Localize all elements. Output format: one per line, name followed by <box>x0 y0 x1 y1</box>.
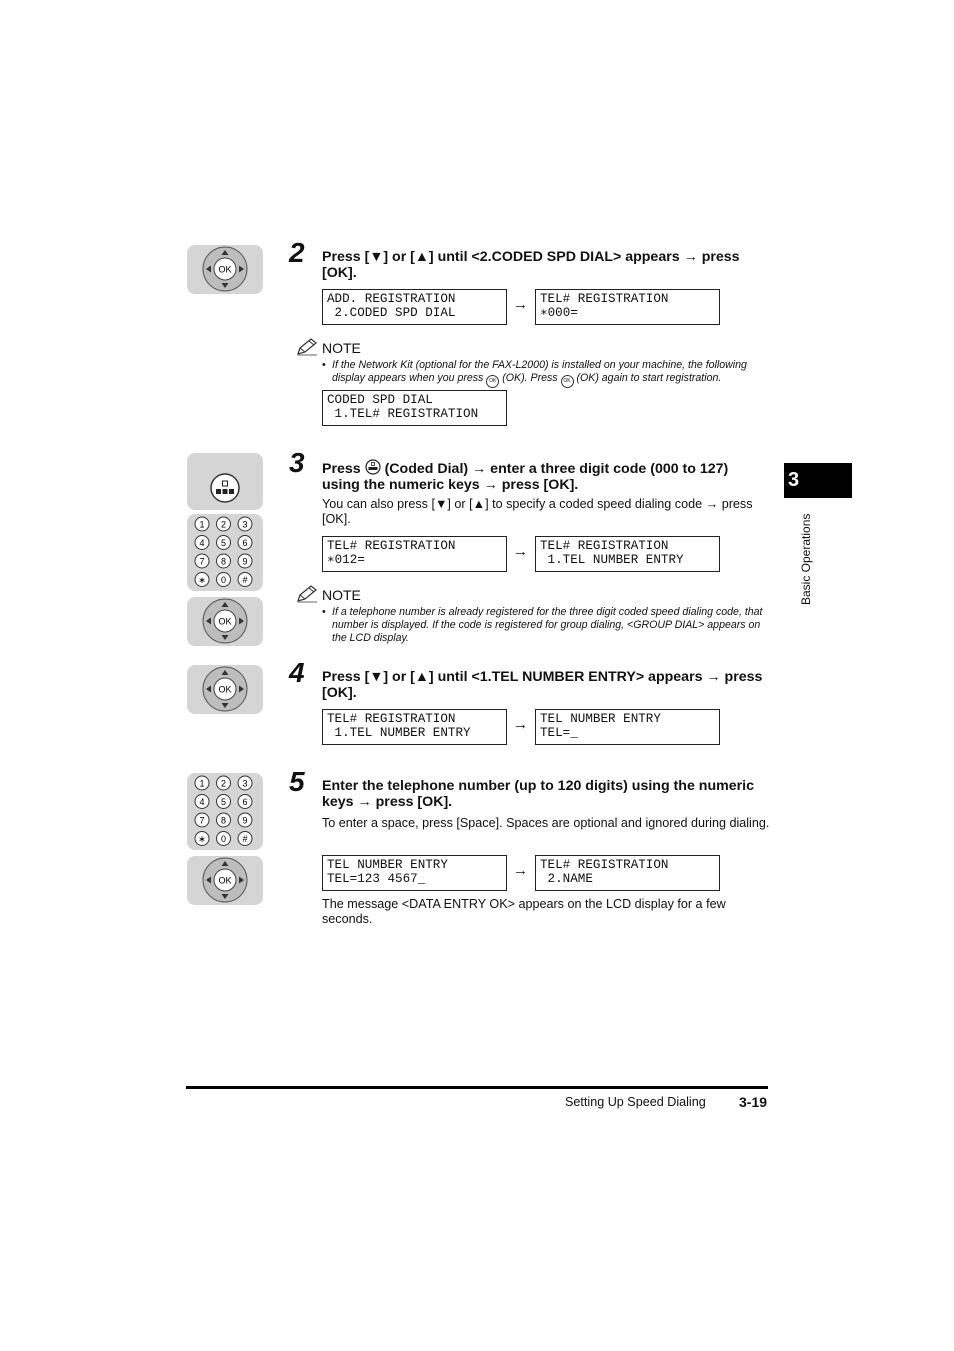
ok-key-label: OK <box>218 875 232 886</box>
lcd-display: CODED SPD DIAL 1.TEL# REGISTRATION <box>322 390 507 426</box>
keypad-key-label: 7 <box>199 815 205 826</box>
lcd-display: TEL# REGISTRATION 2.NAME <box>535 855 720 891</box>
note-text: • If the Network Kit (optional for the FAX-L2000) is installed on your machine, the following display appears when you press OK (OK). Press OK (OK) again to start registration. <box>322 359 770 388</box>
keypad-key-label: 6 <box>242 538 248 548</box>
coded-dial-panel <box>187 453 263 510</box>
step-number: 2 <box>289 237 305 268</box>
step-title: Press [▼] or [▲] until <2.CODED SPD DIAL> appears → press [OK]. <box>322 249 740 281</box>
keypad-key-label: 3 <box>242 519 248 530</box>
ok-dial-icon <box>187 665 263 714</box>
chapter-label: Basic Operations <box>799 513 813 605</box>
step-title: Enter the telephone number (up to 120 digits) using the numeric keys → press [OK]. <box>322 778 754 810</box>
keypad-key-label: 9 <box>242 815 248 826</box>
ok-key-label: OK <box>218 616 232 627</box>
keypad-key-label: 7 <box>199 556 205 567</box>
arrow: → <box>513 296 528 313</box>
ok-key-icon: OK <box>561 375 574 388</box>
keypad-key-label: # <box>242 575 248 585</box>
keypad-key-label: ∗ <box>198 575 206 585</box>
note-heading: NOTE <box>296 338 361 356</box>
step-title: Press (Coded Dial) → enter a three digit code (000 to 127) using the numeric keys → press [OK]. <box>322 461 729 493</box>
ok-key-label: OK <box>218 264 232 275</box>
keypad-key-label: 5 <box>220 538 227 548</box>
arrow: → <box>513 543 528 560</box>
numeric-keypad-panel <box>187 514 263 591</box>
keypad-key-label: 2 <box>220 778 227 789</box>
coded-dial-icon <box>365 459 381 475</box>
note-text: • If a telephone number is already registered for the three digit coded speed dialing code, that number is displayed. If the code is registered for group dialing, <GROUP DIAL> appears on the LCD display. <box>322 606 763 644</box>
step-number: 3 <box>289 447 305 478</box>
step-description: You can also press [▼] or [▲] to specify a coded speed dialing code → press [OK]. <box>322 497 753 526</box>
lcd-display: ADD. REGISTRATION 2.CODED SPD DIAL <box>322 289 507 325</box>
ok-dial-icon <box>187 245 263 294</box>
keypad-key-label: 4 <box>199 797 205 807</box>
chapter-tab: 3 <box>784 463 852 498</box>
step-title: Press [▼] or [▲] until <1.TEL NUMBER ENTRY> appears → press [OK]. <box>322 669 763 701</box>
lcd-display: TEL NUMBER ENTRY TEL=_ <box>535 709 720 745</box>
lcd-display: TEL# REGISTRATION 1.TEL NUMBER ENTRY <box>535 536 720 572</box>
numeric-keypad-icon <box>187 514 263 591</box>
footer-section-title: Setting Up Speed Dialing <box>565 1095 706 1109</box>
note-heading: NOTE <box>296 585 361 603</box>
keypad-key-label: 9 <box>242 556 248 567</box>
keypad-key-label: 3 <box>242 778 248 789</box>
keypad-key-label: 8 <box>220 815 227 826</box>
keypad-key-label: 5 <box>220 797 227 807</box>
step-result-text: The message <DATA ENTRY OK> appears on the LCD display for a few seconds. <box>322 897 726 926</box>
keypad-key-label: 2 <box>220 519 227 530</box>
ok-dial-panel <box>187 665 263 714</box>
step-number: 4 <box>289 657 305 688</box>
keypad-key-label: 1 <box>199 778 205 789</box>
step-description: To enter a space, press [Space]. Spaces are optional and ignored during dialing. <box>322 816 770 830</box>
page-number: 3-19 <box>739 1094 768 1110</box>
numeric-keypad-icon <box>187 773 263 850</box>
arrow: → <box>513 716 528 733</box>
keypad-key-label: ∗ <box>198 834 206 844</box>
ok-dial-panel <box>187 856 263 905</box>
ok-dial-panel <box>187 245 263 294</box>
step-number: 5 <box>289 766 305 797</box>
pencil-icon <box>296 338 318 356</box>
coded-dial-key-icon <box>187 453 263 510</box>
keypad-key-label: 0 <box>220 575 227 585</box>
ok-dial-icon <box>187 597 263 646</box>
keypad-key-label: 8 <box>220 556 227 567</box>
lcd-display: TEL# REGISTRATION 1.TEL NUMBER ENTRY <box>322 709 507 745</box>
footer-rule <box>186 1086 768 1089</box>
numeric-keypad-panel <box>187 773 263 850</box>
ok-dial-icon <box>187 856 263 905</box>
lcd-display: TEL# REGISTRATION ∗012= <box>322 536 507 572</box>
keypad-key-label: # <box>242 834 248 844</box>
keypad-key-label: 4 <box>199 538 205 548</box>
lcd-display: TEL# REGISTRATION ∗000= <box>535 289 720 325</box>
lcd-display: TEL NUMBER ENTRY TEL=123 4567_ <box>322 855 507 891</box>
ok-key-label: OK <box>218 684 232 695</box>
ok-dial-panel <box>187 597 263 646</box>
arrow: → <box>513 862 528 879</box>
keypad-key-label: 0 <box>220 834 227 844</box>
pencil-icon <box>296 585 318 603</box>
ok-key-icon: OK <box>486 375 499 388</box>
keypad-key-label: 6 <box>242 797 248 807</box>
keypad-key-label: 1 <box>199 519 205 530</box>
